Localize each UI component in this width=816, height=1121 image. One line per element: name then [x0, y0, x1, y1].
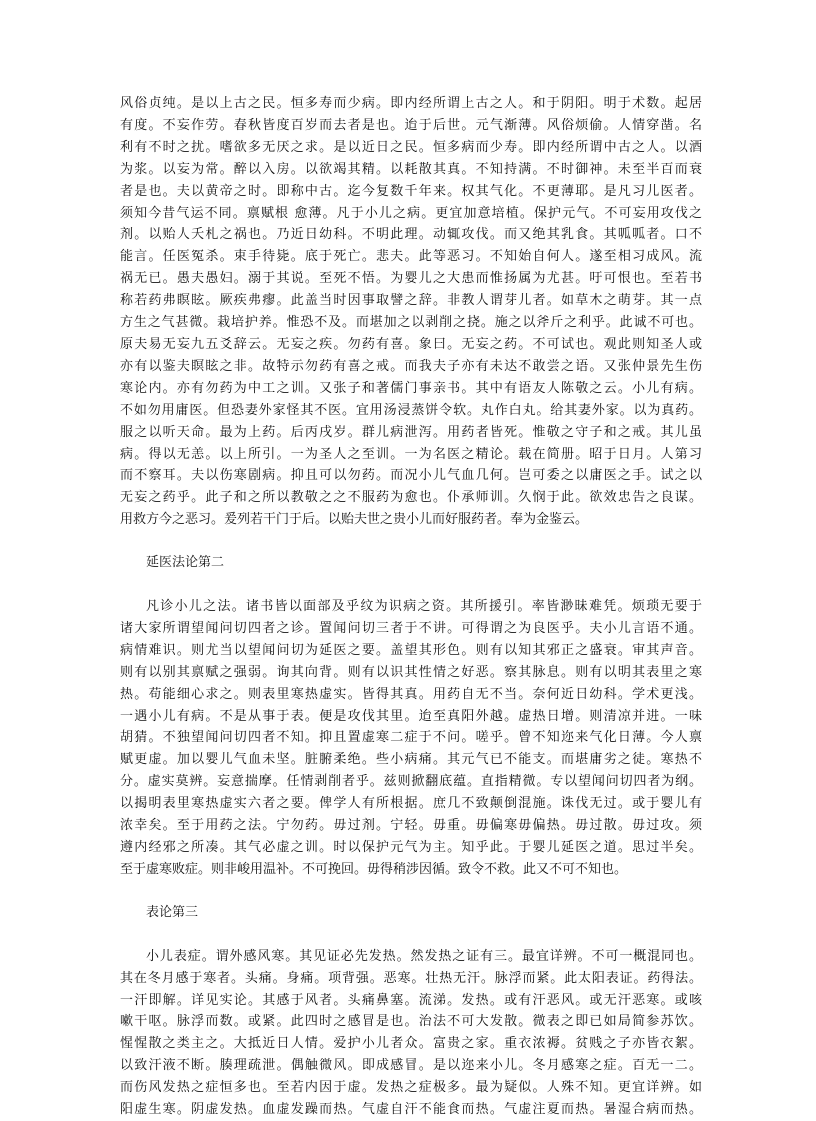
text-line: 不如勿用庸医。但恐妻外家怪其不医。宜用汤浸蒸饼令软。丸作白丸。给其妻外家。以为真药。 [120, 402, 702, 418]
text-line: 有度。不妄作劳。春秋皆度百岁而去者是也。迨于后世。元气渐薄。风俗烦偷。人情穿凿。名 [120, 117, 702, 133]
text-line: 其在冬月感于寒者。头痛。身痛。项背强。恶寒。壮热无汗。脉浮而紧。此太阳表证。药得法。 [120, 970, 702, 986]
text-line: 至于虚寒败症。则非峻用温补。不可挽回。毋得稍涉因循。致令不救。此又不可不知也。 [120, 861, 628, 877]
text-line: 赋更虚。加以婴儿气血未坚。脏腑柔绝。些小病痛。其元气已不能支。而堪庸劣之徒。寒热不 [120, 752, 702, 768]
text-line: 利有不时之扰。嗜欲多无厌之求。是以近日之民。恒多病而少寿。即内经所谓中古之人。以酒 [120, 139, 702, 155]
text-line: 者是也。夫以黄帝之时。即称中古。迄今复数千年来。权其气化。不更薄耶。是凡习儿医者。 [120, 183, 702, 199]
spacer [120, 881, 702, 902]
section-3-body [120, 946, 702, 1121]
text-line: 惺惺散之类主之。大抵近日人情。爱护小儿者众。富贵之家。重衣浓褥。贫贱之子亦皆衣絮。 [120, 1036, 702, 1052]
text-line: 浓幸矣。至于用药之法。宁勿药。毋过剂。宁轻。毋重。毋偏寒毋偏热。毋过散。毋过攻。须 [120, 818, 702, 834]
text-line: 而不察耳。夫以伤寒剧病。抑且可以勿药。而况小儿气血几何。岂可委之以庸医之手。试之以 [120, 468, 702, 484]
text-line: 风俗贞纯。是以上古之民。恒多寿而少病。即内经所谓上古之人。和于阴阳。明于术数。起居 [120, 96, 702, 111]
text-line: 嗽干呕。脉浮而数。或紧。此四时之感冒是也。治法不可大发散。微表之即已如局简参苏饮。 [120, 1014, 702, 1030]
text-line: 凡诊小儿之法。诸书皆以面部及乎纹为识病之资。其所援引。率皆渺昧难凭。烦琐无要于 [146, 599, 702, 615]
text-line: 须知今昔气运不同。禀赋根 愈薄。凡于小儿之病。更宜加意培植。保护元气。不可妄用攻伐之 [120, 205, 702, 221]
text-line: 无妄之药乎。此子和之所以教敬之之不服药为愈也。仆承师训。久悯于此。欲效忠告之良谋。 [120, 490, 702, 506]
text-line: 一遇小儿有病。不是从事于表。便是攻伐其里。迨至真阳外越。虚热日增。则清凉并进。一味 [120, 708, 702, 724]
section-2-body [120, 596, 702, 881]
text-line: 称若药弗瞑眩。厥疾弗瘳。此盖当时因事取譬之辞。非教人谓芽儿者。如草木之萌芽。其一点 [120, 293, 702, 309]
text-line: 亦有以鉴夫瞑眩之非。故特示勿药有喜之戒。而我夫子亦有未达不敢尝之语。又张仲景先生伤 [120, 358, 702, 374]
text-line: 分。虚实莫辨。妄意揣摩。任情剥削者乎。兹则掀翻底蕴。直指精微。专以望闻问切四者为纲。 [120, 774, 702, 790]
text-line: 则有以别其禀赋之强弱。询其向背。则有以识其性情之好恶。察其脉息。则有以明其表里之寒 [120, 664, 702, 680]
section-heading: 表论第三 [146, 904, 199, 920]
text-line: 小儿表症。谓外感风寒。其见证必先发热。然发热之证有三。最宜详辨。不可一概混同也。 [146, 948, 702, 964]
spacer [120, 531, 702, 552]
text-line: 胡猜。不独望闻问切四者不知。抑且置虚寒二症于不问。嗟乎。曾不知迩来气化日薄。今人禀 [120, 730, 702, 746]
text-line: 原夫易无妄九五爻辞云。无妄之疾。勿药有喜。象曰。无妄之药。不可试也。观此则知圣人或 [120, 336, 702, 352]
text-line: 方生之气甚微。栽培护养。惟恐不及。而堪加之以剥削之挠。施之以斧斤之利乎。此诚不可也。 [120, 315, 702, 331]
section-1-body [120, 93, 702, 531]
text-line: 能言。任医冤杀。束手待毙。底于死亡。悲夫。此等恶习。不知始自何人。遂至相习成风。流 [120, 249, 702, 265]
section-heading: 延医法论第二 [146, 555, 225, 571]
spacer [120, 924, 702, 946]
text-line: 寒论内。亦有勿药为中工之训。又张子和著儒门事亲书。其中有语友人陈敬之云。小儿有病。 [120, 380, 702, 396]
spacer [120, 574, 702, 596]
text-line: 病情难识。则尤当以望闻问切为延医之要。盖望其形色。则有以知其邪正之盛衰。审其声音。 [120, 642, 702, 658]
text-line: 为浆。以妄为常。醉以入房。以欲竭其精。以耗散其真。不知持满。不时御神。未至半百而衰 [120, 161, 702, 177]
text-line: 服之以听天命。最为上药。后丙戌岁。群儿病泄泻。用药者皆死。惟敬之守子和之戒。其儿虽 [120, 424, 702, 440]
text-line: 剂。以贻人夭札之祸也。乃近日幼科。不明此理。动辄攻伐。而又绝其乳食。其呱呱者。口不 [120, 227, 702, 243]
text-line: 诸大家所谓望闻问切四者之诊。置闻问切三者于不讲。可得谓之为良医乎。夫小儿言语不通。 [120, 620, 702, 636]
text-line: 以揭明表里寒热虚实六者之要。俾学人有所根据。庶几不致颠倒混施。诛伐无过。或于婴儿有 [120, 796, 702, 812]
document-page [120, 93, 702, 1121]
text-line: 病。得以无恙。以上所引。一为圣人之至训。一为名医之精论。载在简册。昭于日月。人第习 [120, 446, 702, 462]
text-line: 热。苟能细心求之。则表里寒热虚实。皆得其真。用药自无不当。奈何近日幼科。学术更浅。 [120, 686, 702, 702]
text-line: 阳虚生寒。阴虚发热。血虚发躁而热。气虚自汗不能食而热。气虚注夏而热。暑湿合病而热。 [120, 1102, 702, 1118]
text-line: 一汗即解。详见实论。其感于风者。头痛鼻塞。流涕。发热。或有汗恶风。或无汗恶寒。或咳 [120, 992, 702, 1008]
text-line: 以致汗液不断。腠理疏泄。偶触微风。即成感冒。是以迩来小儿。冬月感寒之症。百无一二。 [120, 1058, 702, 1074]
text-line: 遵内经邪之所凑。其气必虚之训。时以保护元气为主。知乎此。于婴儿延医之道。思过半矣。 [120, 840, 702, 855]
text-line: 用救方今之恶习。爰列若干门于后。以贻夫世之贵小儿而好服药者。奉为金鉴云。 [120, 512, 589, 528]
text-line: 祸无已。愚夫愚妇。溺于其说。至死不悟。为婴儿之大患而惟扬属为尤甚。吁可恨也。至若书 [120, 271, 702, 287]
text-line: 而伤风发热之症恒多也。至若内因于虚。发热之症极多。最为疑似。人殊不知。更宜详辨。如 [120, 1080, 702, 1096]
